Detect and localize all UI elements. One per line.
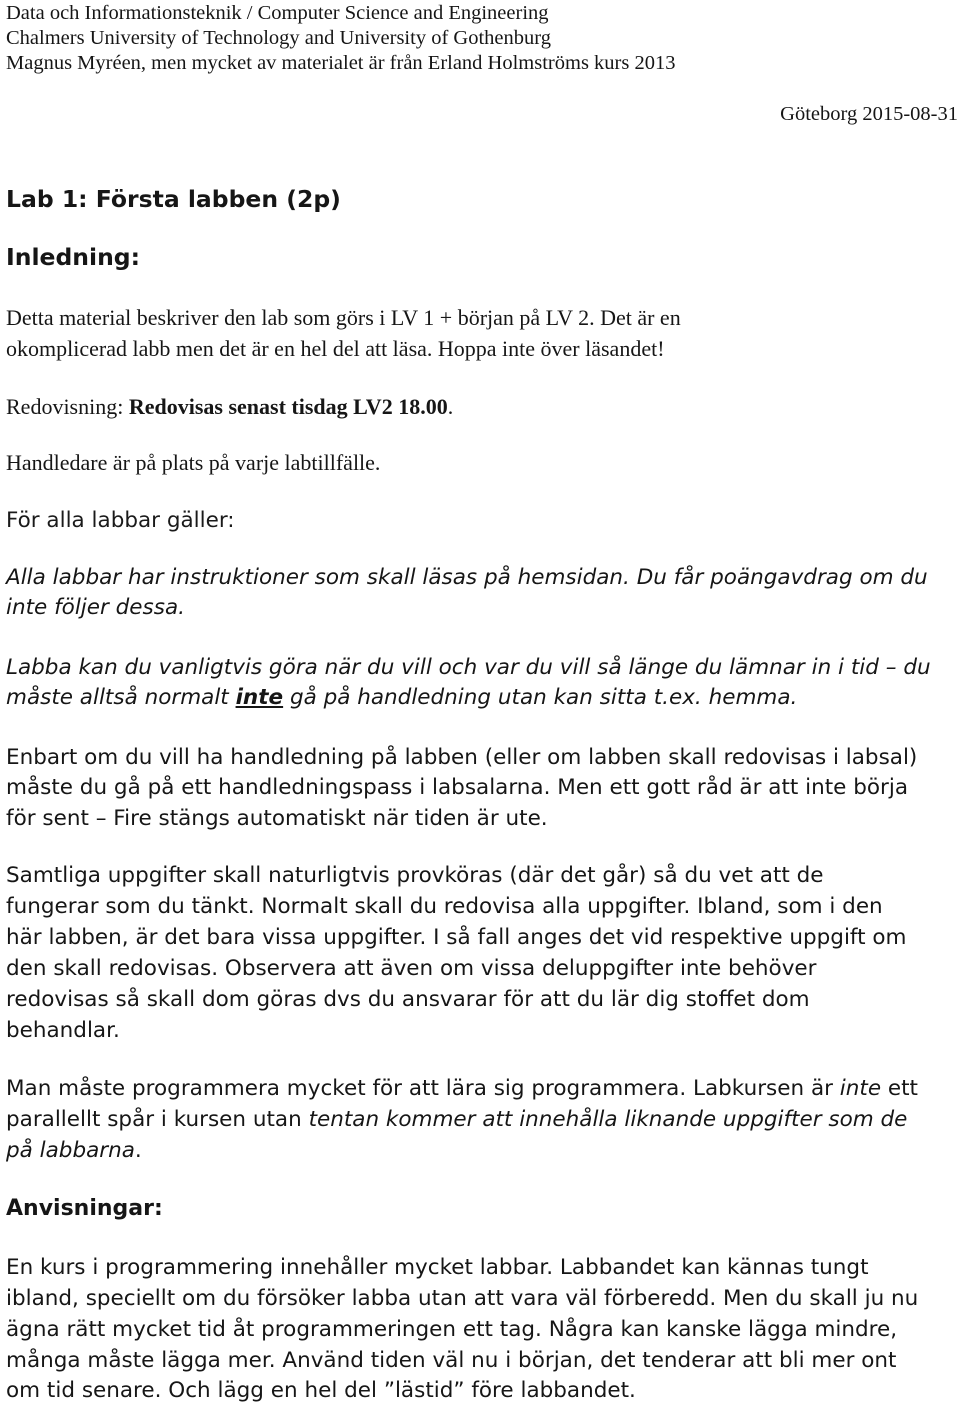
labba-line-1: Labba kan du vanligtvis göra när du vill och var du vill så länge du lämnar in i tid – du [6, 655, 931, 680]
man-line-3-period: . [134, 1138, 142, 1163]
labba-line-2 [6, 682, 797, 713]
man-line-2-italic: tentan kommer att innehålla liknande uppgifter som de [308, 1107, 908, 1132]
samtliga-line-3: här labben, är det bara vissa uppgifter. I så fall anges det vid respektive uppgift om [6, 925, 907, 950]
man-emphasis-inte: inte [839, 1076, 882, 1101]
document-date: Göteborg 2015-08-31 [780, 103, 958, 125]
redovisning-deadline: Redovisas senast tisdag LV2 18.00 [128, 394, 448, 419]
enbart-line-3: för sent – Fire stängs automatiskt när tiden är ute. [6, 806, 548, 831]
man-line-2-pre: parallellt spår i kursen utan [6, 1107, 309, 1132]
man-line-1-pre: Man måste programmera mycket för att lära sig programmera. Labkursen är [6, 1076, 840, 1101]
kurs-line-2: ibland, speciellt om du försöker labba utan att vara väl förberedd. Men du skall ju nu [6, 1286, 919, 1311]
section-heading-inledning: Inledning: [6, 243, 141, 271]
samtliga-line-6: behandlar. [6, 1018, 120, 1043]
handledare-line: Handledare är på plats på varje labtillfälle. [6, 450, 381, 475]
man-line-3 [6, 1135, 142, 1166]
man-line-3-italic: på labbarna [6, 1138, 135, 1163]
labba-line-2-pre: måste alltså normalt [6, 685, 236, 710]
intro-line-2: okomplicerad labb men det är en hel del att läsa. Hoppa inte över läsandet! [6, 336, 665, 361]
labba-line-2-post: gå på handledning utan kan sitta t.ex. hemma. [283, 685, 798, 710]
intro-line-1: Detta material beskriver den lab som görs i LV 1 + början på LV 2. Det är en [6, 305, 681, 330]
redovisning-label: Redovisning: [6, 394, 129, 419]
section-heading-for-alla: För alla labbar gäller: [6, 508, 235, 533]
enbart-line-2: måste du gå på ett handledningspass i labsalarna. Men ett gott råd är att inte börja [6, 775, 909, 800]
section-heading-anvisningar: Anvisningar: [6, 1196, 163, 1221]
instruktioner-line-2: inte följer dessa. [6, 595, 185, 620]
kurs-line-3: ägna rätt mycket tid åt programmeringen ett tag. Några kan kanske lägga mindre, [6, 1317, 898, 1342]
labba-emphasis-inte: inte [235, 685, 284, 710]
redovisning-line [6, 391, 453, 422]
page-title: Lab 1: Första labben (2p) [6, 185, 341, 213]
samtliga-line-2: fungerar som du tänkt. Normalt skall du redovisa alla uppgifter. Ibland, som i den [6, 894, 883, 919]
samtliga-line-5: redovisas så skall dom göras dvs du ansvarar för att du lär dig stoffet dom [6, 987, 810, 1012]
header-line-department: Data och Informationsteknik / Computer Science and Engineering [6, 2, 549, 24]
man-line-1-post: ett [881, 1076, 918, 1101]
redovisning-period: . [447, 394, 454, 419]
kurs-line-1: En kurs i programmering innehåller mycket labbar. Labbandet kan kännas tungt [6, 1255, 869, 1280]
man-line-1 [6, 1073, 918, 1104]
instruktioner-line-1: Alla labbar har instruktioner som skall läsas på hemsidan. Du får poängavdrag om du [6, 565, 928, 590]
kurs-line-4: många måste lägga mer. Använd tiden väl nu i början, det tenderar att bli mer ont [6, 1348, 897, 1373]
man-line-2 [6, 1104, 907, 1135]
header-line-university: Chalmers University of Technology and University of Gothenburg [6, 27, 551, 49]
samtliga-line-4: den skall redovisas. Observera att även om vissa deluppgifter inte behöver [6, 956, 817, 981]
kurs-line-5: om tid senare. Och lägg en hel del ”lästid” före labbandet. [6, 1378, 636, 1403]
header-line-author: Magnus Myréen, men mycket av materialet är från Erland Holmströms kurs 2013 [6, 52, 676, 74]
enbart-line-1: Enbart om du vill ha handledning på labben (eller om labben skall redovisas i labsal) [6, 745, 918, 770]
samtliga-line-1: Samtliga uppgifter skall naturligtvis provköras (där det går) så du vet att de [6, 863, 824, 888]
